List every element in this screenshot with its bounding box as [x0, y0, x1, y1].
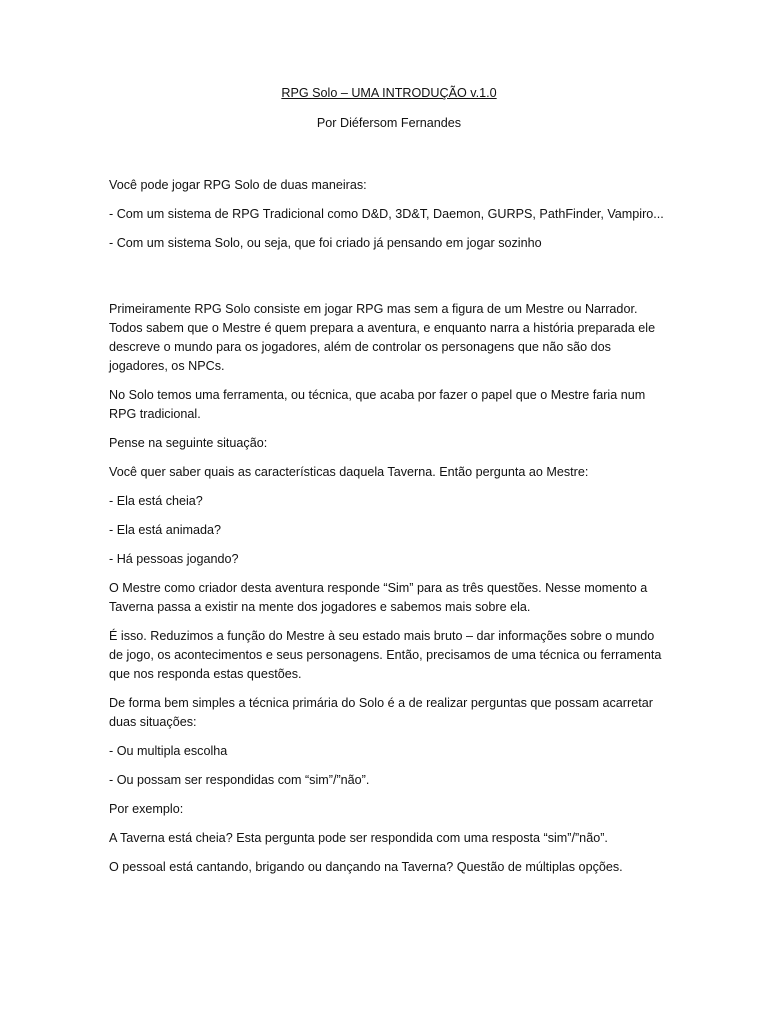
- paragraph: No Solo temos uma ferramenta, ou técnica, que acaba por fazer o papel que o Mestre faria num RPG tradicional.: [109, 388, 646, 421]
- paragraph: Você quer saber quais as características daquela Taverna. Então pergunta ao Mestre:: [109, 465, 589, 479]
- list-item: - Com um sistema Solo, ou seja, que foi criado já pensando em jogar sozinho: [109, 236, 542, 250]
- paragraph: Por exemplo:: [109, 802, 184, 816]
- list-item: - Com um sistema de RPG Tradicional como D&D, 3D&T, Daemon, GURPS, PathFinder, Vampiro...: [109, 207, 664, 221]
- list-item: - Ela está animada?: [109, 523, 222, 537]
- paragraph: A Taverna está cheia? Esta pergunta pode ser respondida com uma resposta “sim”/”não”.: [109, 831, 608, 845]
- paragraph: O pessoal está cantando, brigando ou dançando na Taverna? Questão de múltiplas opções.: [109, 860, 623, 874]
- list-item: - Há pessoas jogando?: [109, 552, 239, 566]
- paragraph: Pense na seguinte situação:: [109, 436, 268, 450]
- document-title: RPG Solo – UMA INTRODUÇÃO v.1.0: [281, 86, 497, 100]
- paragraph: De forma bem simples a técnica primária do Solo é a de realizar perguntas que possam acarretar duas situações:: [109, 696, 653, 729]
- list-item: - Ou possam ser respondidas com “sim”/”não”.: [109, 773, 370, 787]
- document-page: [109, 84, 669, 877]
- document-author: Por Diéfersom Fernandes: [316, 116, 462, 130]
- list-item: - Ou multipla escolha: [109, 744, 228, 758]
- list-item: - Ela está cheia?: [109, 494, 203, 508]
- paragraph: Primeiramente RPG Solo consiste em jogar RPG mas sem a figura de um Mestre ou Narrador. Todos sabem que o Mestre é quem prepara a aventura, e enquanto narra a história preparada ele descreve o mundo para os jogadores, além de controlar os personagens que não são dos jogadores, os NPCs.: [109, 302, 656, 373]
- paragraph: O Mestre como criador desta aventura responde “Sim” para as três questões. Nesse momento a Taverna passa a existir na mente dos jogadores e sabemos mais sobre ela.: [109, 581, 648, 614]
- paragraph: É isso. Reduzimos a função do Mestre à seu estado mais bruto – dar informações sobre o mundo de jogo, os acontecimentos e seus personagens. Então, precisamos de uma técnica ou ferramenta que nos responda estas questões.: [109, 629, 662, 681]
- paragraph: Você pode jogar RPG Solo de duas maneiras:: [109, 178, 367, 192]
